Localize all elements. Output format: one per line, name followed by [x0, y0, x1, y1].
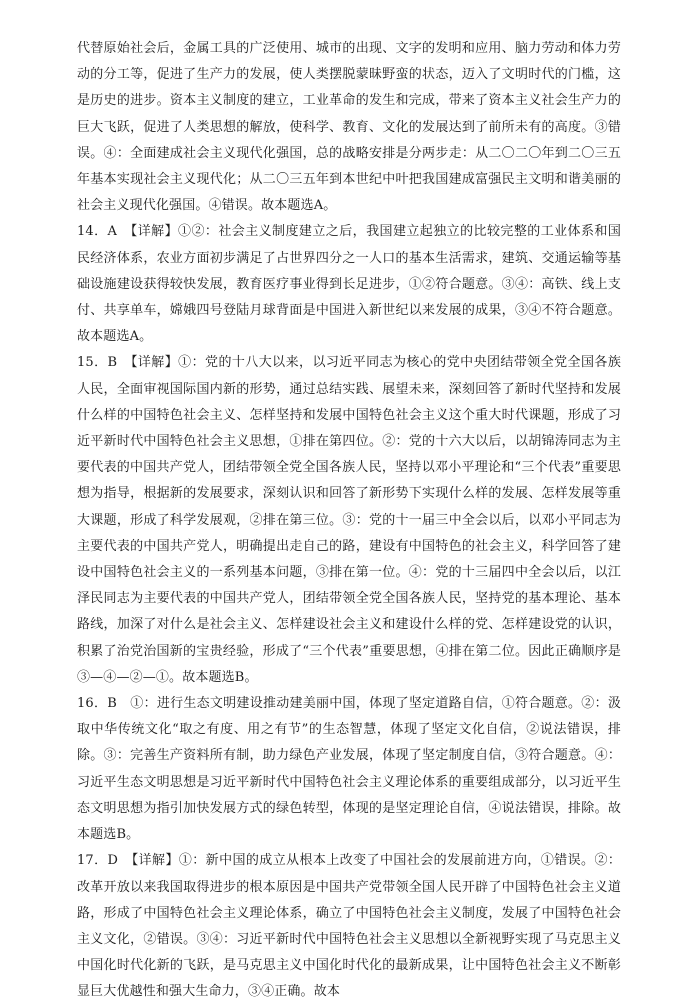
paragraph-q15: 15．B 【详解】①：党的十八大以来，以习近平同志为核心的党中央团结带领全党全国各族人民，全面审视国际国内新的形势，通过总结实践、展望未来，深刻回答了新时代坚持和发展什么样的中国特色社会主义、怎样坚持和发展中国特色社会主义这个重大时代课题，形成了习近平新时代中国特色社会主义思想，①排在第四位。②：党的十六大以后，以胡锦涛同志为主要代表的中国共产党人，团结带领全党全国各族人民，坚持以邓小平理论和“三个代表”重要思想为指导，根据新的发展要求，深刻认识和回答了新形势下实现什么样的发展、怎样发展等重大课题，形成了科学发展观，②排在第三位。③：党的十一届三中全会以后，以邓小平同志为主要代表的中国共产党人，明确提出走自己的路，建设有中国特色的社会主义，科学回答了建设中国特色社会主义的一系列基本问题，③排在第一位。④：党的十三届四中全会以后，以江泽民同志为主要代表的中国共产党人，团结带领全党全国各族人民，坚持党的基本理论、基本路线，加深了对什么是社会主义、怎样建设社会主义和建设什么样的党、怎样建设党的认识，积累了治党治国新的宝贵经验，形成了“三个代表”重要思想，④排在第二位。因此正确顺序是③—④—②—①。故本题选B。: [77, 355, 621, 685]
paragraph-q17: 17．D 【详解】①：新中国的成立从根本上改变了中国社会的发展前进方向，①错误。②：改革开放以来我国取得进步的根本原因是中国共产党带领全国人民开辟了中国特色社会主义道路，形成了中国特色社会主义理论体系，确立了中国特色社会主义制度，发展了中国特色社会主义文化，②错误。③④：习近平新时代中国特色社会主义思想以全新视野实现了马克思主义中国化时代化新的飞跃，是马克思主义中国化时代化的最新成果，让中国特色社会主义不断彰显巨大优越性和强大生命力，③④正确。故本: [77, 853, 621, 1000]
answer-explanation-page: [77, 36, 621, 1006]
paragraph-q16: 16．B ①：进行生态文明建设推动建美丽中国，体现了坚定道路自信，①符合题意。②：汲取中华传统文化“取之有度、用之有节”的生态智慧，体现了坚定文化自信，②说法错误，排除。③：完善生产资料所有制，助力绿色产业发展，体现了坚定制度自信，③符合题意。④：习近平生态文明思想是习近平新时代中国特色社会主义理论体系的重要组成部分，以习近平生态文明思想为指引加快发展方式的绿色转型，体现的是坚定理论自信，④说法错误，排除。故本题选B。: [77, 696, 621, 843]
paragraph-q13-continued: 代替原始社会后，金属工具的广泛使用、城市的出现、文字的发明和应用、脑力劳动和体力劳动的分工等，促进了生产力的发展，使人类摆脱蒙昧野蛮的状态，迈入了文明时代的门槛，这是历史的进步。资本主义制度的建立，工业革命的发生和完成，带来了资本主义社会生产力的巨大飞跃，促进了人类思想的解放，使科学、教育、文化的发展达到了前所未有的高度。③错误。④：全面建成社会主义现代化强国，总的战略安排是分两步走：从二〇二〇年到二〇三五年基本实现社会主义现代化；从二〇三五年到本世纪中叶把我国建成富强民主文明和谐美丽的社会主义现代化强国。④错误。故本题选A。: [77, 41, 621, 214]
paragraph-q14: 14．A 【详解】①②：社会主义制度建立之后，我国建立起独立的比较完整的工业体系和国民经济体系，农业方面初步满足了占世界四分之一人口的基本生活需求，建筑、交通运输等基础设施建设获得较快发展，教育医疗事业得到长足进步，①②符合题意。③④：高铁、线上支付、共享单车，嫦娥四号登陆月球背面是中国进入新世纪以来发展的成果，③④不符合题意。故本题选A。: [77, 224, 621, 345]
